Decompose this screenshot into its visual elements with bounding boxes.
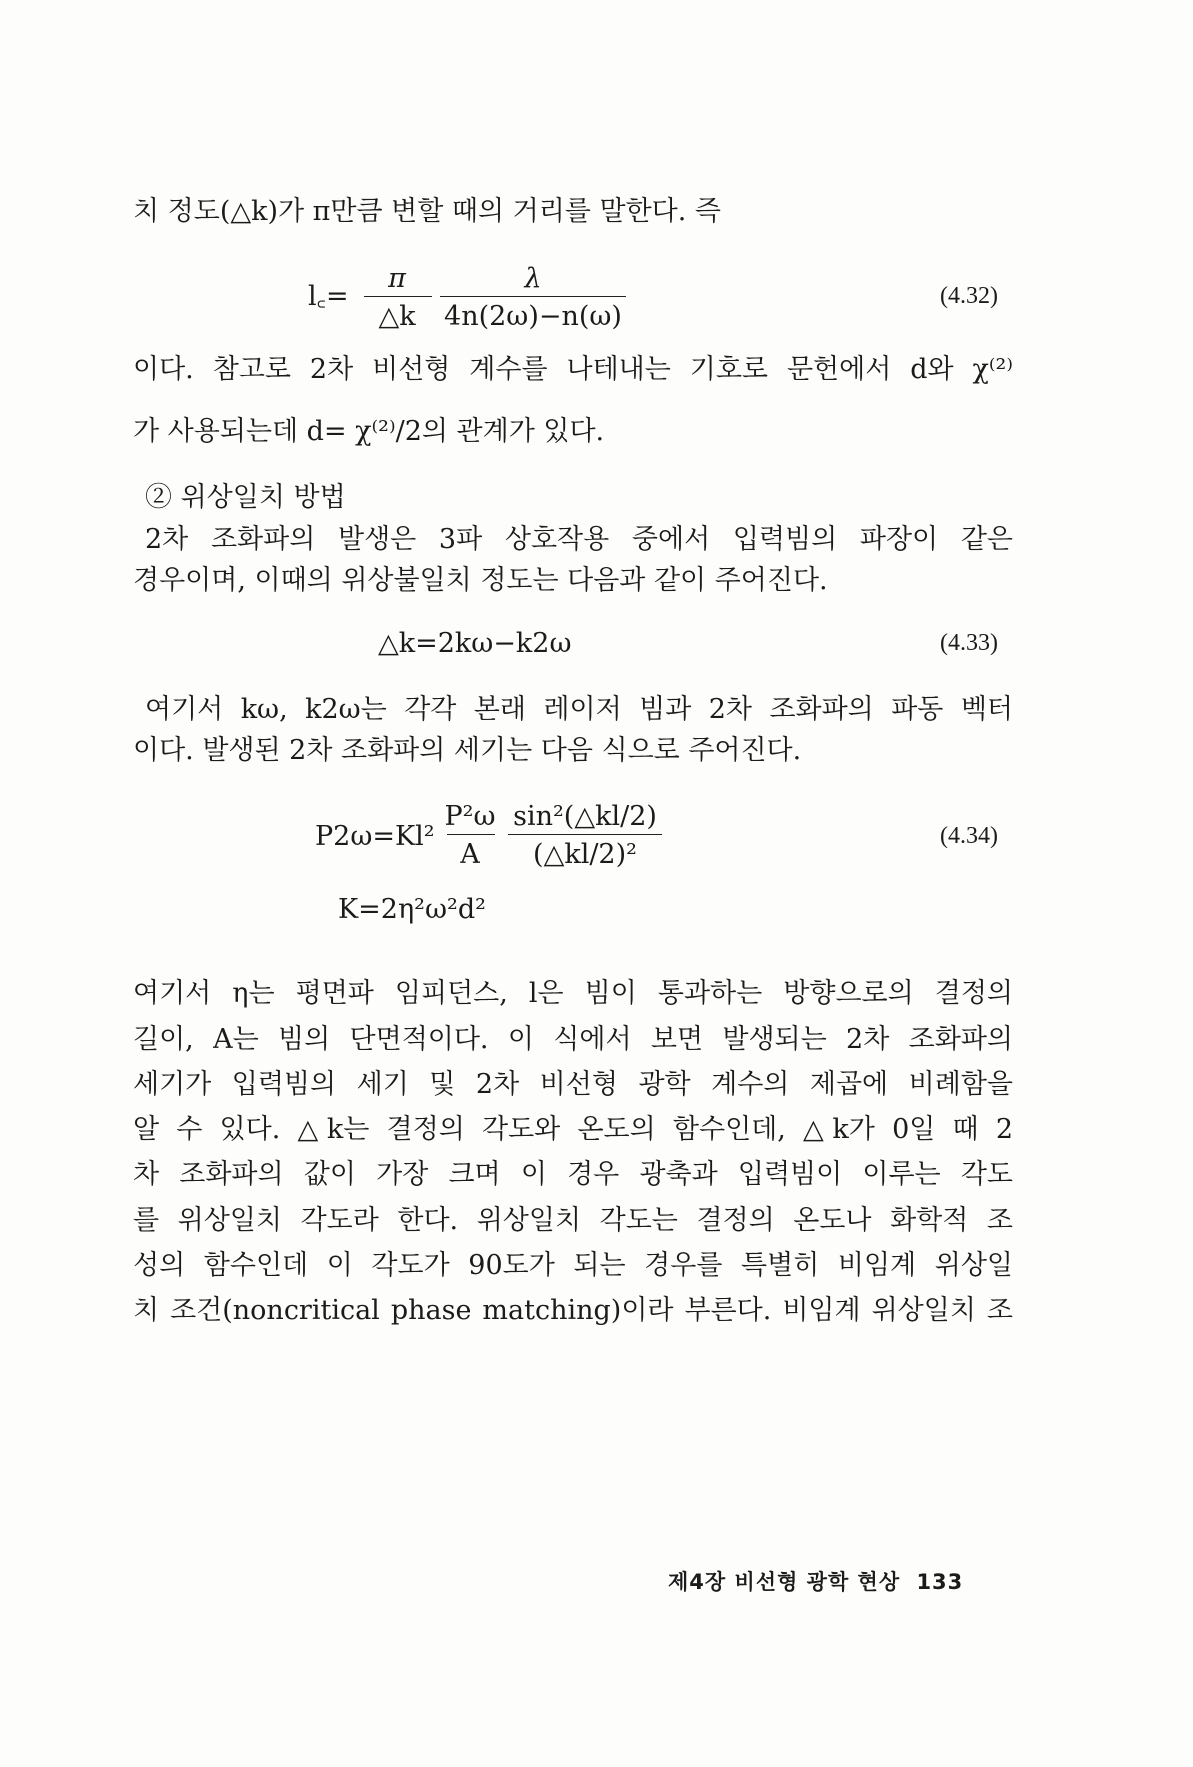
fraction-bar (508, 834, 662, 835)
text-line: 치 조건(noncritical phase matching)이라 부른다. 비임계 위상일치 조 (133, 1295, 1013, 1326)
chapter-title: 제4장 비선형 광학 현상 (668, 1570, 901, 1594)
text-line: 이다. 발생된 2차 조화파의 세기는 다음 식으로 주어진다. (133, 735, 802, 766)
eq-numerator: P²ω (444, 801, 496, 832)
running-footer (668, 1566, 963, 1596)
eq-denominator: 4n(2ω)−n(ω) (444, 301, 622, 332)
text-line: 여기서 kω, k2ω는 각각 본래 레이저 빔과 2차 조화파의 파동 벡터 (145, 694, 1013, 725)
text-line: 가 사용되는데 d= χ⁽²⁾/2의 관계가 있다. (133, 416, 605, 447)
text-line: 여기서 η는 평면파 임피던스, l은 빔이 통과하는 방향으로의 결정의 (133, 978, 1013, 1009)
text-line: 성의 함수인데 이 각도가 90도가 되는 경우를 특별히 비임계 위상일 (133, 1250, 1013, 1281)
eq-numerator: π (388, 263, 406, 294)
text-line: 2차 조화파의 발생은 3파 상호작용 중에서 입력빔의 파장이 같은 (145, 524, 1013, 555)
page-number: 133 (916, 1570, 964, 1594)
section-heading: ② 위상일치 방법 (145, 482, 346, 513)
equation-k-definition: K=2η²ω²d² (338, 894, 486, 925)
text-line: 를 위상일치 각도라 한다. 위상일치 각도는 결정의 온도나 화학적 조 (133, 1205, 1013, 1236)
eq-numerator: λ (524, 263, 542, 294)
text-line: 경우이며, 이때의 위상불일치 정도는 다음과 같이 주어진다. (133, 565, 828, 596)
eq-denominator: (△kl/2)² (533, 839, 637, 870)
equation-number: (4.32) (940, 283, 998, 309)
text-line: 차 조화파의 값이 가장 크며 이 경우 광축과 입력빔이 이루는 각도 (133, 1159, 1013, 1190)
eq-lhs: P2ω=Kl² (315, 821, 435, 852)
text-line: 길이, A는 빔의 단면적이다. 이 식에서 보면 발생되는 2차 조화파의 (133, 1024, 1013, 1055)
eq-denominator: A (460, 839, 480, 870)
equation-number: (4.34) (940, 823, 998, 849)
eq-expression: △k=2kω−k2ω (378, 628, 572, 659)
equation-number: (4.33) (940, 630, 998, 656)
eq-lhs: l꜀= (308, 281, 349, 312)
fraction-bar (447, 834, 495, 835)
text-line: 이다. 참고로 2차 비선형 계수를 나테내는 기호로 문헌에서 d와 χ⁽²⁾ (133, 354, 1013, 385)
text-line: 알 수 있다. △k는 결정의 각도와 온도의 함수인데, △k가 0일 때 2 (133, 1114, 1013, 1145)
fraction-bar (364, 296, 432, 297)
fraction-bar (440, 296, 626, 297)
eq-denominator: △k (378, 301, 416, 332)
text-line: 세기가 입력빔의 세기 및 2차 비선형 광학 계수의 제곱에 비례함을 (133, 1069, 1013, 1100)
text-line: 치 정도(△k)가 π만큼 변할 때의 거리를 말한다. 즉 (133, 196, 721, 227)
eq-numerator: sin²(△kl/2) (513, 801, 657, 832)
